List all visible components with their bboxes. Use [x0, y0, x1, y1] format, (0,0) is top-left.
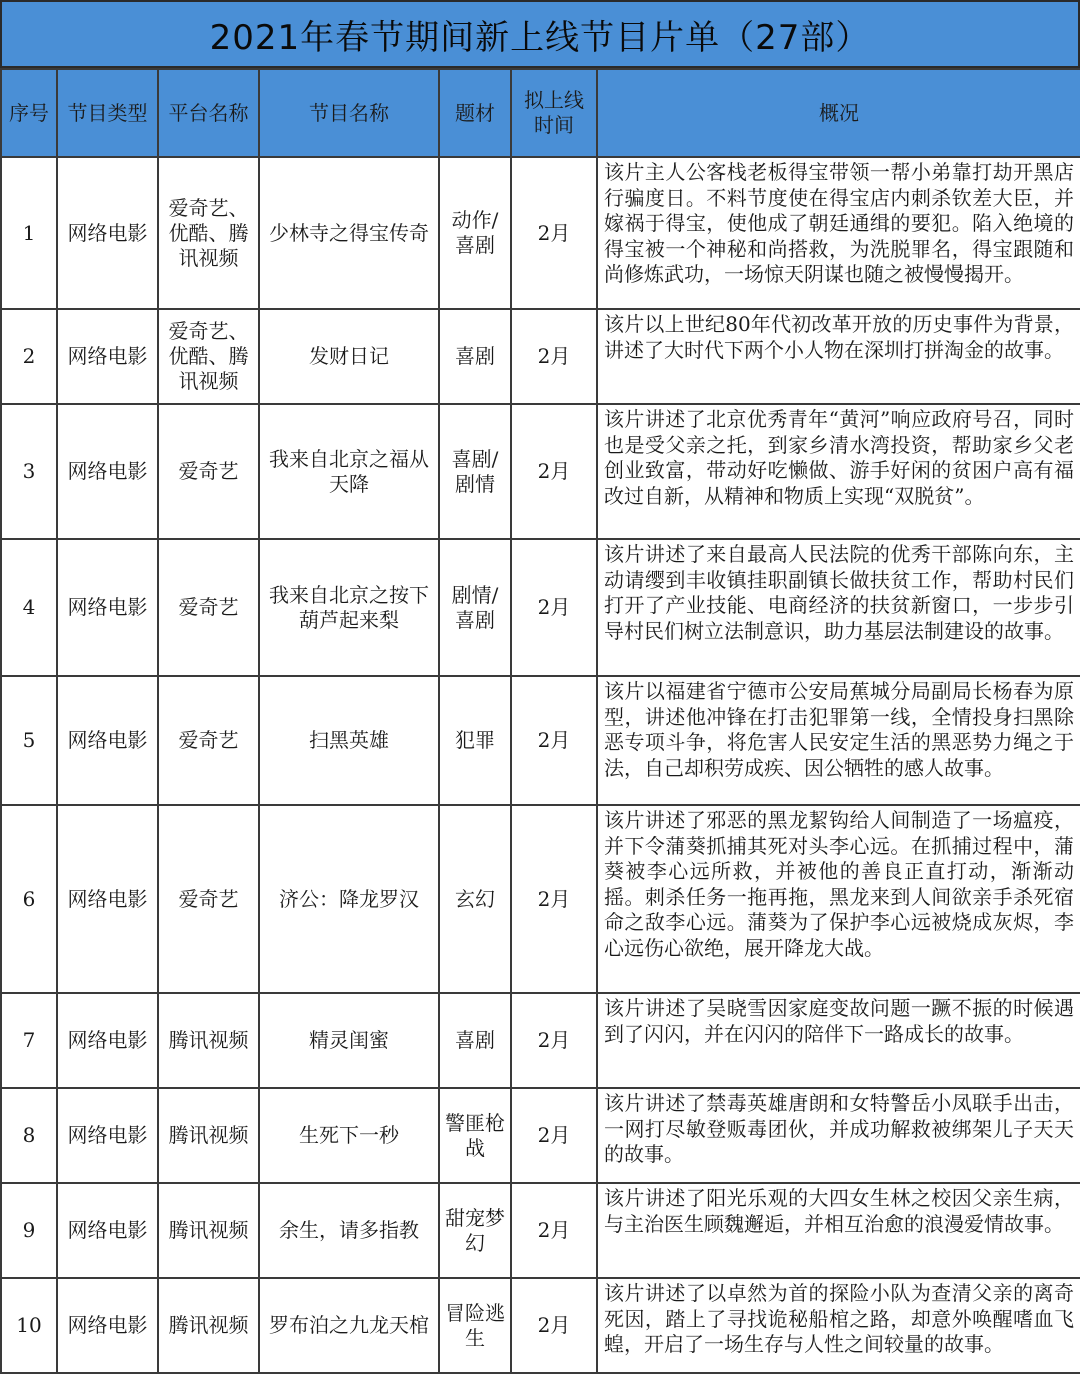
row-genre: 警匪枪战: [439, 1088, 511, 1183]
table-row: [1, 805, 1080, 993]
row-name: 扫黑英雄: [259, 676, 439, 805]
row-genre: 甜宠梦幻: [439, 1183, 511, 1278]
program-table: [0, 68, 1080, 1374]
row-platform: 腾讯视频: [158, 993, 259, 1088]
row-no: 3: [1, 404, 57, 539]
row-type: 网络电影: [57, 676, 158, 805]
row-name: 发财日记: [259, 309, 439, 404]
row-no: 8: [1, 1088, 57, 1183]
table-row: [1, 676, 1080, 805]
row-overview: 该片讲述了以卓然为首的探险小队为查清父亲的离奇死因，踏上了寻找诡秘船棺之路，却意外唤醒嗜血飞蝗，开启了一场生存与人性之间较量的故事。: [597, 1278, 1080, 1373]
row-platform: 爱奇艺、优酷、腾讯视频: [158, 157, 259, 309]
row-genre: 喜剧: [439, 993, 511, 1088]
row-date: 2月: [511, 1183, 597, 1278]
row-date: 2月: [511, 805, 597, 993]
row-no: 5: [1, 676, 57, 805]
row-no: 6: [1, 805, 57, 993]
table-row: [1, 309, 1080, 404]
row-overview: 该片讲述了禁毒英雄唐朗和女特警岳小凤联手出击，一网打尽敏登贩毒团伙，并成功解救被绑架儿子天天的故事。: [597, 1088, 1080, 1183]
row-overview: 该片主人公客栈老板得宝带领一帮小弟靠打劫开黑店行骗度日。不料节度使在得宝店内刺杀钦差大臣，并嫁祸于得宝，使他成了朝廷通缉的要犯。陷入绝境的得宝被一个神秘和尚搭救，为洗脱罪名，得宝跟随和尚修炼武功，一场惊天阴谋也随之被慢慢揭开。: [597, 157, 1080, 309]
row-genre: 犯罪: [439, 676, 511, 805]
header-no: 序号: [1, 69, 57, 157]
row-no: 7: [1, 993, 57, 1088]
table-row: [1, 993, 1080, 1088]
row-type: 网络电影: [57, 404, 158, 539]
row-overview: 该片讲述了北京优秀青年“黄河”响应政府号召，同时也是受父亲之托，到家乡清水湾投资，帮助家乡父老创业致富，带动好吃懒做、游手好闲的贫困户高有福改过自新，从精神和物质上实现“双脱贫”。: [597, 404, 1080, 539]
row-date: 2月: [511, 309, 597, 404]
row-platform: 腾讯视频: [158, 1183, 259, 1278]
row-platform: 爱奇艺、优酷、腾讯视频: [158, 309, 259, 404]
row-genre: 动作/喜剧: [439, 157, 511, 309]
table-row: [1, 1278, 1080, 1373]
row-name: 余生，请多指教: [259, 1183, 439, 1278]
row-platform: 腾讯视频: [158, 1088, 259, 1183]
header-date-line1: 拟上线: [524, 88, 584, 112]
row-date: 2月: [511, 1088, 597, 1183]
row-genre: 喜剧/剧情: [439, 404, 511, 539]
row-no: 4: [1, 539, 57, 676]
row-platform: 爱奇艺: [158, 805, 259, 993]
header-type: 节目类型: [57, 69, 158, 157]
row-date: 2月: [511, 539, 597, 676]
row-type: 网络电影: [57, 993, 158, 1088]
row-date: 2月: [511, 676, 597, 805]
row-no: 1: [1, 157, 57, 309]
table-row: [1, 157, 1080, 309]
header-row: [1, 69, 1080, 157]
row-date: 2月: [511, 404, 597, 539]
row-no: 2: [1, 309, 57, 404]
row-no: 10: [1, 1278, 57, 1373]
header-date: [511, 69, 597, 157]
row-date: 2月: [511, 1278, 597, 1373]
row-name: 罗布泊之九龙天棺: [259, 1278, 439, 1373]
header-platform: 平台名称: [158, 69, 259, 157]
table-row: [1, 404, 1080, 539]
row-type: 网络电影: [57, 539, 158, 676]
row-name: 我来自北京之福从天降: [259, 404, 439, 539]
header-overview: 概况: [597, 69, 1080, 157]
table-row: [1, 539, 1080, 676]
row-overview: 该片讲述了邪恶的黑龙絜钩给人间制造了一场瘟疫，并下令蒲葵抓捕其死对头李心远。在抓捕过程中，蒲葵被李心远所救，并被他的善良正直打动，渐渐动摇。刺杀任务一拖再拖，黑龙来到人间欲亲手杀死宿命之敌李心远。蒲葵为了保护李心远被烧成灰烬，李心远伤心欲绝，展开降龙大战。: [597, 805, 1080, 993]
row-name: 生死下一秒: [259, 1088, 439, 1183]
row-date: 2月: [511, 157, 597, 309]
row-name: 济公：降龙罗汉: [259, 805, 439, 993]
row-overview: 该片讲述了阳光乐观的大四女生林之校因父亲生病，与主治医生顾魏邂逅，并相互治愈的浪漫爱情故事。: [597, 1183, 1080, 1278]
row-type: 网络电影: [57, 1278, 158, 1373]
table-row: [1, 1183, 1080, 1278]
row-platform: 腾讯视频: [158, 1278, 259, 1373]
row-type: 网络电影: [57, 309, 158, 404]
row-overview: 该片以上世纪80年代初改革开放的历史事件为背景，讲述了大时代下两个小人物在深圳打拼淘金的故事。: [597, 309, 1080, 404]
row-genre: 剧情/喜剧: [439, 539, 511, 676]
header-name: 节目名称: [259, 69, 439, 157]
row-type: 网络电影: [57, 1183, 158, 1278]
row-platform: 爱奇艺: [158, 539, 259, 676]
row-type: 网络电影: [57, 1088, 158, 1183]
table-body: [1, 157, 1080, 1373]
row-genre: 喜剧: [439, 309, 511, 404]
row-overview: 该片讲述了吴晓雪因家庭变故问题一蹶不振的时候遇到了闪闪，并在闪闪的陪伴下一路成长的故事。: [597, 993, 1080, 1088]
page-title: 2021年春节期间新上线节目片单（27部）: [0, 0, 1080, 68]
row-date: 2月: [511, 993, 597, 1088]
row-platform: 爱奇艺: [158, 676, 259, 805]
row-type: 网络电影: [57, 157, 158, 309]
row-platform: 爱奇艺: [158, 404, 259, 539]
row-genre: 冒险逃生: [439, 1278, 511, 1373]
row-name: 我来自北京之按下葫芦起来梨: [259, 539, 439, 676]
header-genre: 题材: [439, 69, 511, 157]
row-genre: 玄幻: [439, 805, 511, 993]
header-date-line2: 时间: [534, 113, 574, 137]
row-overview: 该片以福建省宁德市公安局蕉城分局副局长杨春为原型，讲述他冲锋在打击犯罪第一线，全情投身扫黑除恶专项斗争，将危害人民安定生活的黑恶势力绳之于法，自己却积劳成疾、因公牺牲的感人故事。: [597, 676, 1080, 805]
row-overview: 该片讲述了来自最高人民法院的优秀干部陈向东，主动请缨到丰收镇挂职副镇长做扶贫工作，帮助村民们打开了产业技能、电商经济的扶贫新窗口，一步步引导村民们树立法制意识，助力基层法制建设的故事。: [597, 539, 1080, 676]
row-name: 精灵闺蜜: [259, 993, 439, 1088]
row-type: 网络电影: [57, 805, 158, 993]
row-name: 少林寺之得宝传奇: [259, 157, 439, 309]
table-row: [1, 1088, 1080, 1183]
row-no: 9: [1, 1183, 57, 1278]
